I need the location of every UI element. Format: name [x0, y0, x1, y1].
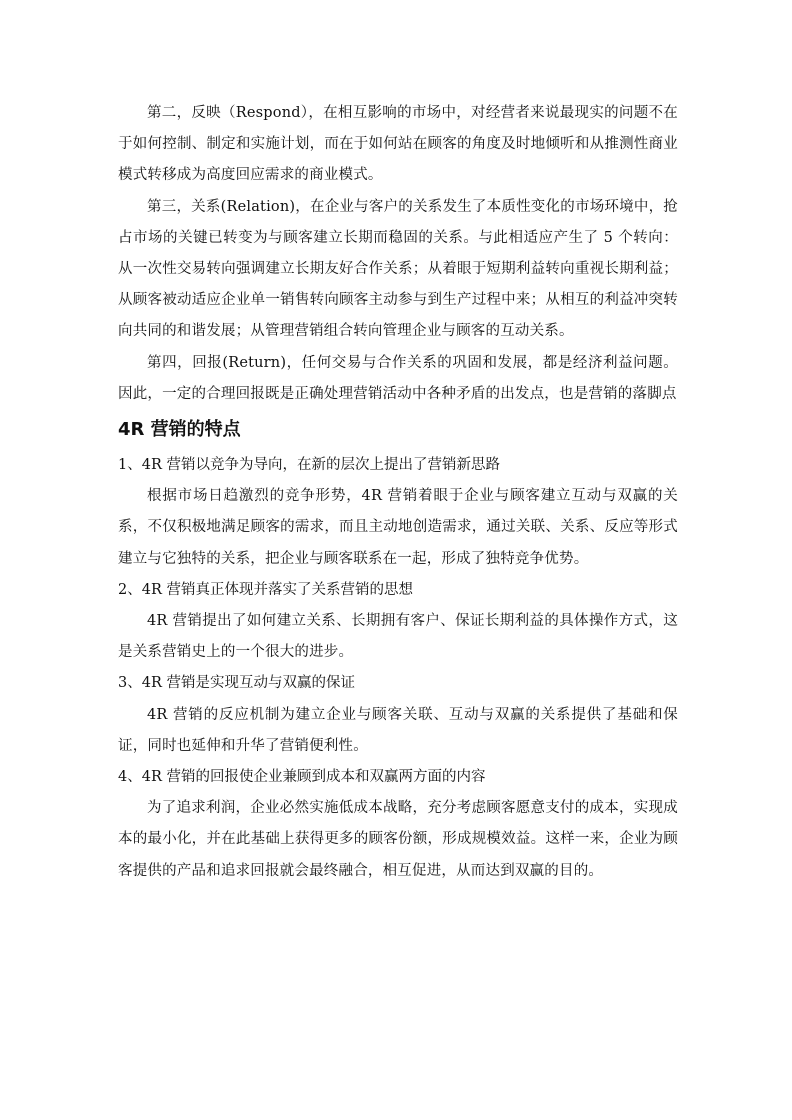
paragraph-respond: 第二，反映（Respond），在相互影响的市场中，对经营者来说最现实的问题不在于如何控制、制定和实施计划，而在于如何站在顾客的角度及时地倾听和从推测性商业模式转移成为高度回应需求的商业模式。: [118, 105, 678, 184]
paragraph-relation: 第三，关系(Relation)，在企业与客户的关系发生了本质性变化的市场环境中，抢占市场的关键已转变为与顾客建立长期而稳固的关系。与此相适应产生了 5 个转向：从一次性交易转向强调建立长期友好合作关系；从着眼于短期利益转向重视长期利益；从顾客被动适应企业单一销售转向顾客主动参与到生产过程中来；从相互的利益冲突转向共同的和谐发展；从管理营销组合转向管理企业与顾客的互动关系。: [118, 198, 678, 340]
item-4-body: 为了追求利润，企业必然实施低成本战略，充分考虑顾客愿意支付的成本，实现成本的最小化，并在此基础上获得更多的顾客份额，形成规模效益。这样一来，企业为顾客提供的产品和追求回报就会最终融合，相互促进，从而达到双赢的目的。: [118, 800, 678, 879]
item-2-body: 4R 营销提出了如何建立关系、长期拥有客户、保证长期利益的具体操作方式，这是关系营销史上的一个很大的进步。: [118, 613, 678, 661]
item-1-title: 1、4R 营销以竞争为导向，在新的层次上提出了营销新思路: [118, 457, 500, 474]
item-2-title: 2、4R 营销真正体现并落实了关系营销的思想: [118, 581, 413, 598]
section-heading: 4R 营销的特点: [118, 419, 241, 441]
item-3-title: 3、4R 营销是实现互动与双赢的保证: [118, 675, 355, 692]
item-4-title: 4、4R 营销的回报使企业兼顾到成本和双赢两方面的内容: [118, 769, 486, 786]
paragraph-return: 第四，回报(Return)，任何交易与合作关系的巩固和发展，都是经济利益问题。因此，一定的合理回报既是正确处理营销活动中各种矛盾的出发点，也是营销的落脚点: [118, 354, 678, 402]
item-3-body: 4R 营销的反应机制为建立企业与顾客关联、互动与双赢的关系提供了基础和保证，同时也延伸和升华了营销便利性。: [118, 706, 678, 754]
document-body: [118, 98, 678, 887]
item-1-body: 根据市场日趋激烈的竞争形势，4R 营销着眼于企业与顾客建立互动与双赢的关系，不仅积极地满足顾客的需求，而且主动地创造需求，通过关联、关系、反应等形式建立与它独特的关系，把企业与顾客联系在一起，形成了独特竞争优势。: [118, 488, 678, 567]
